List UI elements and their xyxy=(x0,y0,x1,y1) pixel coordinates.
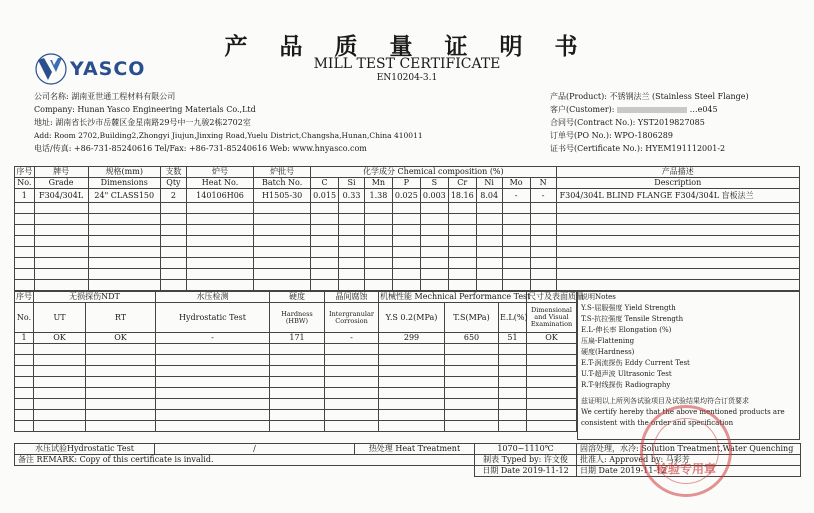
header-cell: RT xyxy=(86,303,156,333)
empty-row xyxy=(15,280,800,291)
header-cell: 产品描述 xyxy=(556,167,799,178)
header-cell: No. xyxy=(15,178,35,189)
certificate-title-cn: 产 品 质 量 证 明 书 xyxy=(224,33,590,60)
header-cell: 支数 xyxy=(161,167,187,178)
table-row xyxy=(15,333,577,344)
note-line: U.T-超声波 Ultrasonic Test xyxy=(581,370,672,378)
company-address-cn: 地址: 湖南省长沙市岳麓区金星南路29号中一九骏2栋2702室 xyxy=(34,118,251,127)
company-address-en: Add: Room 2702,Building2,Zhongyi Jiujun,Jinxing Road,Yuelu District,Changsha,Hunan,China 410011 xyxy=(34,131,423,140)
table2-en-header-row xyxy=(15,303,577,333)
empty-row xyxy=(15,355,577,366)
note-line: Y.S-屈服强度 Yield Strength xyxy=(581,304,676,312)
header-cell: 机械性能 Mechnical Performance Test xyxy=(380,292,531,301)
header-cell: E.L(%) xyxy=(499,303,527,333)
product-info: 产品(Product): 不锈钢法兰 (Stainless Steel Flange) xyxy=(550,92,749,101)
company-name-en: Company: Hunan Yasco Engineering Materials Co.,Ltd xyxy=(34,105,256,114)
customer-tail: …e045 xyxy=(689,105,718,114)
typed-by-en: Typed by: xyxy=(501,455,542,464)
table-cell: 1.38 xyxy=(364,189,392,203)
empty-row xyxy=(15,236,800,247)
remark: 备注 REMARK: Copy of this certificate is invalid. xyxy=(15,455,475,466)
note-line: We certify hereby that the above mentioned products are xyxy=(581,408,785,416)
table-cell: - xyxy=(156,333,270,344)
header-cell: 晶间腐蚀 xyxy=(325,292,379,303)
header-cell: 炉批号 xyxy=(254,167,311,178)
company-name-cn: 公司名称: 湖南亚世通工程材料有限公司 xyxy=(34,92,176,101)
header-cell: Ni xyxy=(476,178,502,189)
header-cell: Y.S 0.2(MPa) xyxy=(379,303,445,333)
table-cell: OK xyxy=(527,333,577,344)
empty-row xyxy=(15,344,577,355)
header-cell: 尺寸及表面质量 xyxy=(528,292,585,301)
typed-by-cn: 制表 xyxy=(483,455,500,464)
table-row xyxy=(15,189,800,203)
typed-by xyxy=(475,455,577,466)
header-cell: Hydrostatic Test xyxy=(156,303,270,333)
table-cell: 0.015 xyxy=(311,189,339,203)
approved-by-cn: 批准人: xyxy=(580,455,607,464)
customer-info xyxy=(550,106,718,114)
typed-date: 日期 Date 2019-11-12 xyxy=(475,466,577,477)
header-cell: T.S(MPa) xyxy=(445,303,499,333)
header-cell: Si xyxy=(339,178,365,189)
table-cell: 171 xyxy=(270,333,325,344)
table1-en-header-row xyxy=(15,178,800,189)
yasco-logo-icon xyxy=(34,52,68,86)
table-cell: 650 xyxy=(445,333,499,344)
table-cell: 8.04 xyxy=(476,189,502,203)
table-cell: 0.003 xyxy=(420,189,448,203)
table-cell: 140106H06 xyxy=(186,189,253,203)
logo-text: YASCO xyxy=(70,58,146,80)
approved-by-en: Approved by: xyxy=(609,455,664,464)
empty-row xyxy=(15,258,800,269)
header-cell: Batch No. xyxy=(254,178,311,189)
header-cell: N xyxy=(530,178,556,189)
mechanical-test-table xyxy=(14,291,585,432)
header-cell: Mn xyxy=(364,178,392,189)
note-line: consistent with the order and specification xyxy=(581,419,734,427)
note-line: E.T-涡流探伤 Eddy Current Test xyxy=(581,359,690,367)
company-logo xyxy=(34,52,154,88)
table2-cn-header-row xyxy=(15,292,577,303)
empty-row xyxy=(15,214,800,225)
note-line: 压扁-Flattening xyxy=(581,337,635,345)
empty-row xyxy=(15,225,800,236)
table-cell: 51 xyxy=(499,333,527,344)
table-cell: 1 xyxy=(15,189,35,203)
header-cell: 规格(mm) xyxy=(88,167,160,178)
typed-by-name: 许文俊 xyxy=(543,455,568,464)
note-line: E.L-伸长率 Elongation (%) xyxy=(581,326,672,334)
empty-row xyxy=(15,247,800,258)
empty-row xyxy=(15,410,577,421)
header-cell: Qty xyxy=(161,178,187,189)
customer-redacted xyxy=(617,107,687,113)
header-cell: 水压检测 xyxy=(156,292,270,303)
header-cell: S xyxy=(420,178,448,189)
solution-treatment: 固溶处理，水冷: Solution Treatment,Water Quenching xyxy=(577,444,801,455)
table-cell: 18.16 xyxy=(448,189,476,203)
table-cell: H1505-30 xyxy=(254,189,311,203)
table-cell: - xyxy=(325,333,379,344)
chemical-composition-table xyxy=(14,166,800,291)
cert-info: 证书号(Certificate No.): HYEM191112001-2 xyxy=(550,144,726,153)
empty-row xyxy=(15,399,577,410)
hydro-label: 水压试验Hydrostatic Test xyxy=(15,444,155,455)
header-cell: No. xyxy=(15,303,34,333)
table-cell: - xyxy=(530,189,556,203)
approved-date: 日期 Date 2019-11-12 xyxy=(577,466,801,477)
table-cell: - xyxy=(502,189,530,203)
note-line: R.T-射线探伤 Radiography xyxy=(581,381,671,389)
heat-value: 1070~1110℃ xyxy=(475,444,577,455)
header-cell: 牌号 xyxy=(34,167,88,178)
header-cell: Dimensions xyxy=(88,178,160,189)
table-cell: 1 xyxy=(15,333,34,344)
header-cell: 炉号 xyxy=(186,167,253,178)
header-cell: P xyxy=(392,178,420,189)
empty-row xyxy=(15,366,577,377)
table-cell: 2 xyxy=(161,189,187,203)
certificate-standard: EN10204-3.1 xyxy=(376,73,438,83)
approved-by-name: 马彩芳 xyxy=(665,455,690,464)
table-cell: F304/304L xyxy=(34,189,88,203)
header-cell: Description xyxy=(556,178,799,189)
header-cell: Intergranular Corrosion xyxy=(325,303,379,333)
note-line: 说明Notes xyxy=(581,293,616,301)
header-cell: Dimensional and Visual Examination xyxy=(527,303,577,333)
empty-row xyxy=(15,388,577,399)
note-line: 硬度(Hardness) xyxy=(581,348,635,356)
table-cell: 0.025 xyxy=(392,189,420,203)
table-cell: 299 xyxy=(379,333,445,344)
header-cell: Cr xyxy=(448,178,476,189)
header-cell: 硬度 xyxy=(270,292,325,303)
header-cell: 序号 xyxy=(16,167,33,176)
header-cell: 序号 xyxy=(16,292,32,301)
header-cell: C xyxy=(311,178,339,189)
heat-label: 热处理 Heat Treatment xyxy=(355,444,475,455)
header-cell: UT xyxy=(34,303,86,333)
header-cell: Heat No. xyxy=(186,178,253,189)
contract-info: 合同号(Contract No.): YST2019827085 xyxy=(550,118,705,127)
customer-label: 客户(Customer): xyxy=(550,105,615,114)
header-cell: Grade xyxy=(34,178,88,189)
po-info: 订单号(PO No.): WPO-1806289 xyxy=(550,131,673,140)
certificate-title-en: MILL TEST CERTIFICATE xyxy=(313,56,501,72)
table-cell: OK xyxy=(86,333,156,344)
header-cell: 无损探伤NDT xyxy=(34,292,156,303)
empty-row xyxy=(15,421,577,432)
header-cell: Mo xyxy=(502,178,530,189)
table1-cn-header-row xyxy=(15,167,800,178)
empty-row xyxy=(15,269,800,280)
note-line: T.S-抗拉强度 Tensile Strength xyxy=(581,315,684,323)
hydro-value: / xyxy=(155,444,355,455)
table-cell: 24" CLASS150 xyxy=(88,189,160,203)
inspection-stamp xyxy=(640,405,732,497)
empty-row xyxy=(15,377,577,388)
note-line: 兹证明以上所列各试验项目及试验结果均符合订货要求 xyxy=(581,397,749,405)
header-cell: Hardness (HBW) xyxy=(270,303,325,333)
header-cell: 化学成分 Chemical composition (%) xyxy=(311,167,556,178)
empty-row xyxy=(15,203,800,214)
table-cell: F304/304L BLIND FLANGE F304/304L 盲板法兰 xyxy=(556,189,799,203)
table-cell: OK xyxy=(34,333,86,344)
stamp-text: 检验专用章 xyxy=(655,462,716,476)
table-cell: 0.33 xyxy=(339,189,365,203)
company-tel: 电话/传真: +86-731-85240616 Tel/Fax: +86-731-85240616 Web: www.hnyasco.com xyxy=(34,144,367,153)
